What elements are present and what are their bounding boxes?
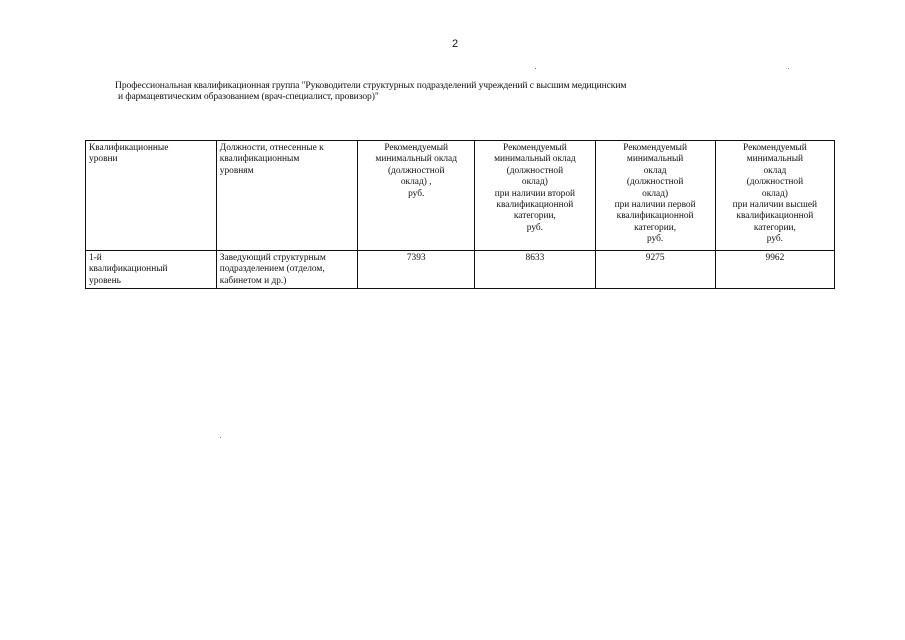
scan-speck (788, 68, 789, 69)
header-salary-first-category: Рекомендуемый минимальный оклад (должностной оклад) при наличии первой квалификационной категории, руб. (595, 141, 715, 251)
scan-speck (535, 68, 536, 69)
header-salary-second-category: Рекомендуемый минимальный оклад (должностной оклад) при наличии второй квалификационной категории, руб. (475, 141, 595, 251)
header-min-salary: Рекомендуемый минимальный оклад (должностной оклад) , руб. (358, 141, 475, 251)
header-qualification-levels: Квалификационные уровни (86, 141, 217, 251)
cell-salary-base: 7393 (358, 251, 475, 289)
table-header-row (86, 141, 835, 251)
cell-salary-highest: 9962 (715, 251, 834, 289)
document-heading (115, 80, 735, 102)
page-number: 2 (452, 38, 459, 50)
cell-salary-second: 8633 (475, 251, 595, 289)
cell-salary-first: 9275 (595, 251, 715, 289)
salary-table (85, 140, 835, 289)
header-salary-highest-category: Рекомендуемый минимальный оклад (должностной оклад) при наличии высшей квалификационной категории, руб. (715, 141, 834, 251)
cell-position: Заведующий структурным подразделением (отделом, кабинетом и др.) (216, 251, 357, 289)
table-row (86, 251, 835, 289)
scan-speck (220, 437, 221, 438)
heading-line-1: Профессиональная квалификационная группа "Руководители структурных подразделений учреждений с высшим медицинским (115, 80, 627, 91)
header-positions: Должности, отнесенные к квалификационным уровням (216, 141, 357, 251)
heading-line-2: и фармацевтическим образованием (врач-специалист, провизор)" (118, 91, 379, 102)
cell-level: 1-й квалификационный уровень (86, 251, 217, 289)
